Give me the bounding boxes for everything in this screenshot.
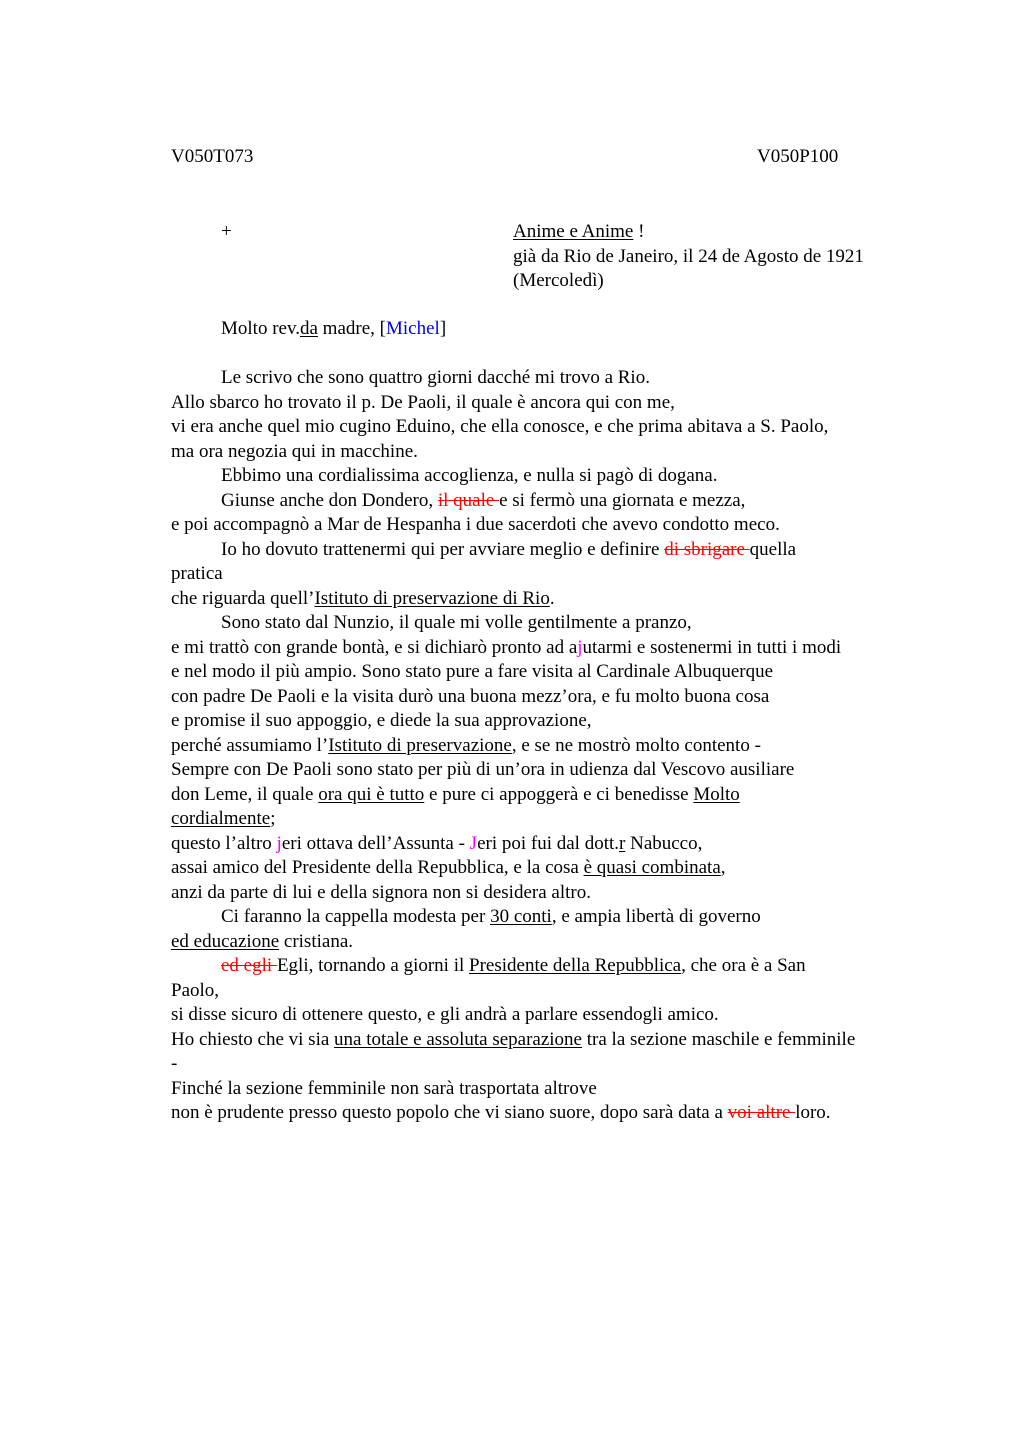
text-line: e poi accompagnò a Mar de Hespanha i due sacerdoti che avevo condotto meco. — [171, 514, 780, 535]
page-code: V050P100 — [757, 146, 839, 167]
text-line: Allo sbarco ho trovato il p. De Paoli, il quale è ancora qui con me, — [171, 391, 675, 413]
text-run: Giunse anche don Dondero, — [221, 489, 438, 511]
letter-body — [171, 366, 931, 1126]
text-line: Sono stato dal Nunzio, il quale mi volle gentilmente a pranzo, — [221, 612, 692, 633]
text-run: don Leme, il quale — [171, 783, 319, 805]
corrected-letter: J — [469, 832, 478, 854]
text-line: ma ora negozia qui in macchine. — [171, 440, 418, 462]
underlined-text: Presidente della Repubblica — [469, 955, 682, 976]
motto: Anime e Anime — [513, 221, 634, 242]
salutation-text: ] — [439, 318, 447, 339]
text-run: Nabucco, — [625, 832, 703, 854]
text-line — [171, 1101, 931, 1126]
text-line: vi era anche quel mio cugino Eduino, che ella conosce, e che prima abitava a S. Paolo, — [171, 416, 829, 437]
text-run: ; — [270, 808, 276, 829]
text-run: e mi trattò con grande bontà, e si dichiarò pronto ad a — [171, 636, 578, 658]
text-line: - — [171, 1053, 178, 1074]
editor-note-name: Michel — [385, 318, 440, 339]
underlined-text: Istituto di preservazione di Rio — [314, 587, 550, 609]
underlined-text: 30 conti — [490, 906, 552, 927]
text-run: eri poi fui dal dott. — [477, 832, 620, 854]
text-line — [171, 587, 931, 612]
text-line — [171, 636, 931, 661]
text-run: Egli, tornando a giorni il — [276, 955, 470, 976]
deleted-text: voi altre — [727, 1102, 796, 1123]
text-run: . — [549, 587, 555, 609]
text-run: che riguarda quell’ — [171, 587, 315, 609]
text-line — [171, 783, 931, 808]
text-line: con padre De Paoli e la visita durò una buona mezz’ora, e fu molto buona cosa — [171, 685, 770, 707]
text-run: assai amico del Presidente della Repubblica, e la cosa — [171, 857, 584, 878]
place-date: già da Rio de Janeiro, il 24 de Agosto de 1921 — [513, 245, 864, 267]
underlined-text: Istituto di preservazione — [328, 734, 512, 756]
text-line: si disse sicuro di ottenere questo, e gli andrà a parlare essendogli amico. — [171, 1004, 719, 1025]
corrected-letter: j — [276, 832, 282, 854]
text-line — [171, 832, 931, 857]
underlined-text: ora qui è tutto — [318, 783, 425, 805]
text-line: pratica — [171, 563, 223, 584]
text-run: quella — [749, 538, 797, 560]
text-line: anzi da parte di lui e della signora non si desidera altro. — [171, 881, 591, 903]
text-run: , e se ne mostrò molto contento - — [511, 734, 761, 756]
text-line — [171, 905, 931, 930]
underlined-text: Molto — [693, 783, 740, 805]
text-line — [171, 734, 931, 759]
text-line: e promise il suo appoggio, e diede la sua approvazione, — [171, 710, 592, 731]
text-line — [171, 1028, 931, 1053]
text-line — [171, 807, 931, 832]
text-run: perché assumiamo l’ — [171, 734, 329, 756]
text-run: cristiana. — [279, 930, 353, 952]
text-line: Finché la sezione femminile non sarà trasportata altrove — [171, 1077, 597, 1099]
text-run: utarmi e sostenermi in tutti i modi — [582, 636, 842, 658]
text-line — [171, 856, 931, 881]
salutation-abbreviation: da — [299, 318, 318, 339]
text-line — [171, 930, 931, 955]
salutation-text: Molto rev. — [221, 318, 300, 339]
deleted-text: di sbrigare — [664, 538, 750, 560]
text-line — [171, 538, 931, 563]
text-run: non è prudente presso questo popolo che vi siano suore, dopo sarà data a — [171, 1102, 728, 1123]
letter-heading — [513, 220, 933, 294]
cross-symbol: + — [221, 221, 232, 242]
text-run: e pure ci appoggerà e ci benedisse — [424, 783, 694, 805]
text-line — [171, 954, 931, 979]
text-run: e si fermò una giornata e mezza, — [499, 489, 746, 511]
weekday: (Mercoledì) — [513, 270, 604, 291]
text-run: loro. — [795, 1102, 831, 1123]
deleted-text: ed egli — [221, 955, 277, 976]
text-line: e nel modo il più ampio. Sono stato pure a fare visita al Cardinale Albuquerque — [171, 661, 774, 682]
text-run: Ho chiesto che vi sia — [171, 1028, 335, 1050]
text-line — [171, 489, 931, 514]
text-run: , — [720, 857, 726, 878]
underlined-text: r — [619, 832, 626, 854]
underlined-text: è quasi combinata — [583, 857, 721, 878]
text-run: tra la sezione maschile e femminile — [582, 1028, 856, 1050]
underlined-text: cordialmente — [171, 808, 271, 829]
text-run: Ci faranno la cappella modesta per — [221, 906, 491, 927]
text-line: Paolo, — [171, 979, 220, 1001]
underlined-text: ed educazione — [171, 930, 280, 952]
document-code: V050T073 — [171, 146, 254, 167]
text-run: questo l’altro — [171, 832, 277, 854]
text-run: , e ampia libertà di governo — [551, 906, 761, 927]
text-line: Le scrivo che sono quattro giorni dacché mi trovo a Rio. — [221, 367, 650, 388]
text-run: , che ora è a San — [681, 955, 806, 976]
salutation — [221, 317, 446, 342]
text-run: eri ottava dell’Assunta - — [281, 832, 470, 854]
motto-exclaim: ! — [633, 221, 645, 242]
corrected-letter: j — [577, 636, 583, 658]
salutation-text: madre, [ — [317, 318, 386, 339]
text-line: Sempre con De Paoli sono stato per più di un’ora in udienza dal Vescovo ausiliare — [171, 759, 795, 780]
deleted-text: il quale — [437, 489, 500, 511]
text-line: Ebbimo una cordialissima accoglienza, e nulla si pagò di dogana. — [221, 465, 718, 486]
underlined-text: una totale e assoluta separazione — [334, 1028, 582, 1050]
text-run: Io ho dovuto trattenermi qui per avviare meglio e definire — [221, 538, 665, 560]
